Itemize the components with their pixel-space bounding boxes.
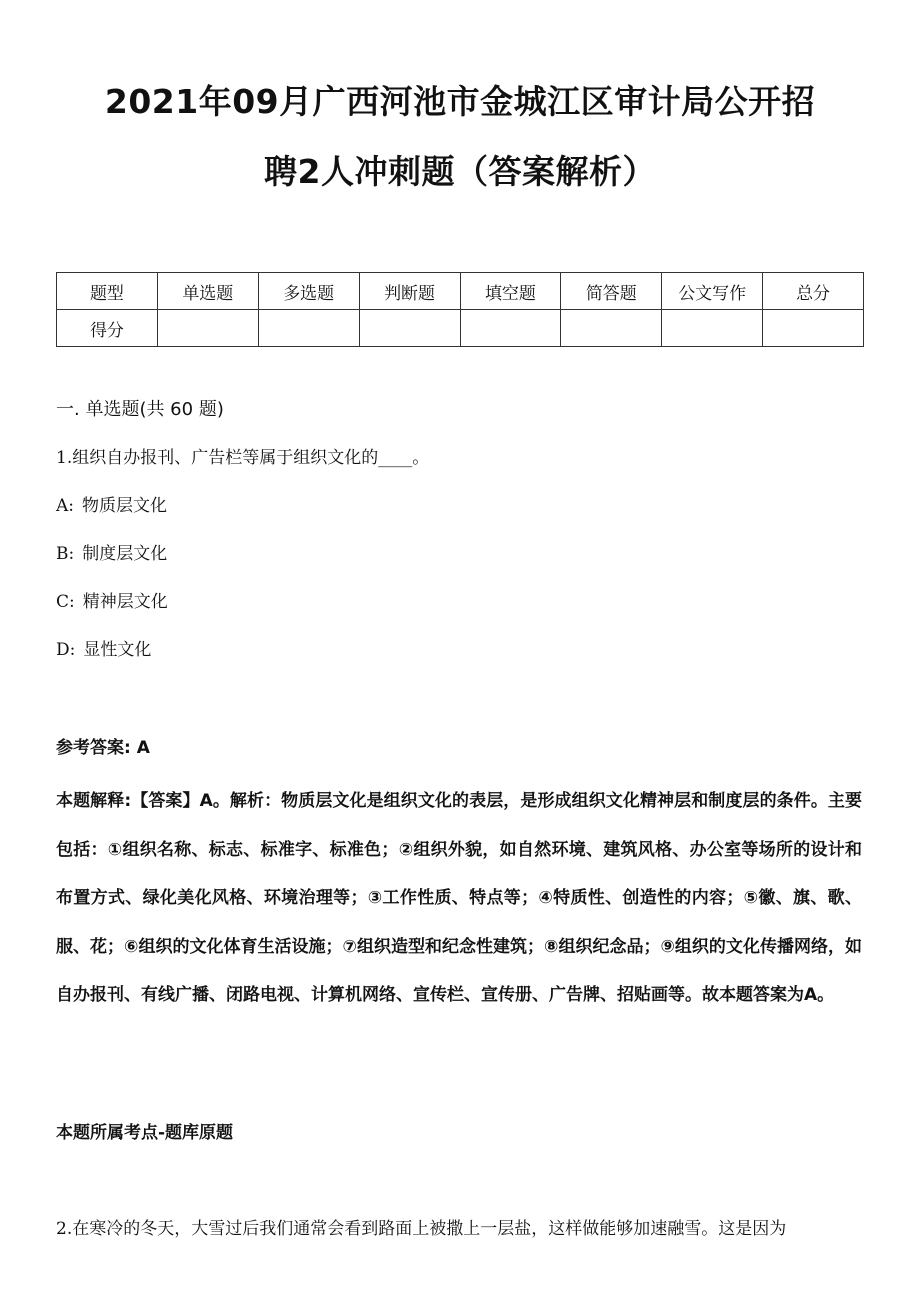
document-title-line-2: 聘2人冲刺题（答案解析）	[264, 152, 656, 191]
score-table-score-row	[57, 310, 864, 347]
option-letter: A:	[56, 496, 75, 516]
header-cell: 判断题	[359, 273, 460, 310]
header-cell: 单选题	[157, 273, 258, 310]
score-table-header-row	[57, 273, 864, 310]
reference-answer: 参考答案: A	[56, 738, 150, 758]
score-table	[56, 272, 864, 347]
option-letter: C:	[56, 592, 75, 612]
knowledge-point: 本题所属考点-题库原题	[56, 1123, 234, 1143]
score-cell	[662, 310, 763, 347]
score-cell	[763, 310, 864, 347]
header-cell: 多选题	[258, 273, 359, 310]
header-cell: 总分	[763, 273, 864, 310]
section-heading: 一. 单选题(共 60 题)	[56, 399, 224, 420]
score-cell	[561, 310, 662, 347]
document-title-line-1: 2021年09月广西河池市金城江区审计局公开招	[104, 82, 816, 121]
option-letter: D:	[56, 640, 76, 660]
option-d	[56, 635, 151, 660]
header-cell: 题型	[57, 273, 158, 310]
option-text: 精神层文化	[82, 592, 168, 612]
score-cell	[157, 310, 258, 347]
option-a	[56, 491, 167, 516]
score-cell	[258, 310, 359, 347]
option-text: 物质层文化	[82, 496, 168, 516]
question-1-stem: 1.组织自办报刊、广告栏等属于组织文化的____。	[56, 448, 430, 468]
answer-explanation: 本题解释:【答案】A。解析：物质层文化是组织文化的表层，是形成组织文化精神层和制度层的条件。主要包括：①组织名称、标志、标准字、标准色；②组织外貌，如自然环境、建筑风格、办公室等场所的设计和布置方式、绿化美化风格、环境治理等；③工作性质、特点等；④特质性、创造性的内容；⑤徽、旗、歌、服、花；⑥组织的文化体育生活设施；⑦组织造型和纪念性建筑；⑧组织纪念品；⑨组织的文化传播网络，如自办报刊、有线广播、闭路电视、计算机网络、宣传栏、宣传册、广告牌、招贴画等。故本题答案为A。	[56, 791, 862, 1005]
header-cell: 简答题	[561, 273, 662, 310]
option-letter: B:	[56, 544, 75, 564]
question-2-stem: 2.在寒冷的冬天，大雪过后我们通常会看到路面上被撒上一层盐，这样做能够加速融雪。这是因为	[56, 1219, 787, 1239]
score-cell	[460, 310, 561, 347]
option-text: 显性文化	[83, 640, 152, 660]
option-b	[56, 539, 167, 564]
score-cell	[359, 310, 460, 347]
row-label-cell: 得分	[57, 310, 158, 347]
option-text: 制度层文化	[82, 544, 168, 564]
header-cell: 公文写作	[662, 273, 763, 310]
option-c	[56, 587, 168, 612]
header-cell: 填空题	[460, 273, 561, 310]
